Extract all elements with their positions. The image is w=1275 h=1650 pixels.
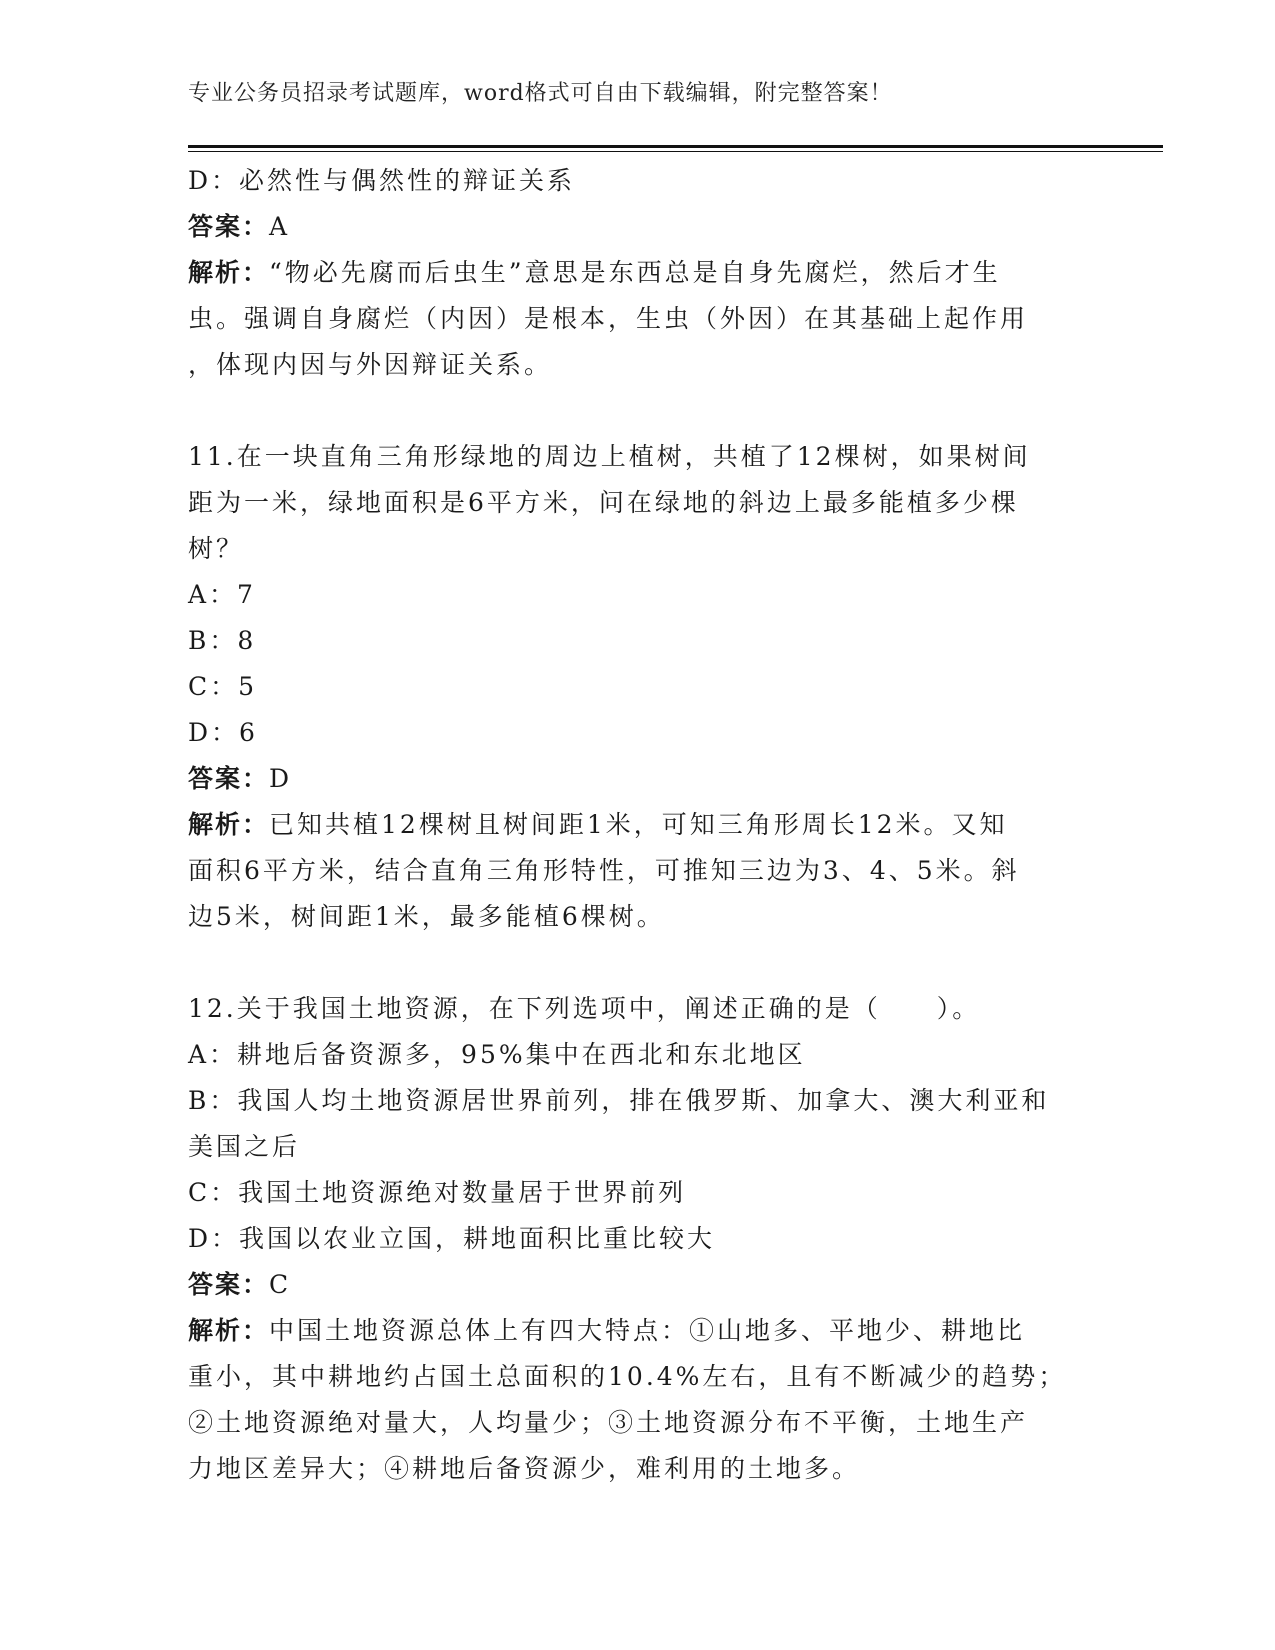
q12-analysis-line-2: 重小，其中耕地约占国土总面积的10.4%左右，且有不断减少的趋势； (188, 1362, 1067, 1391)
prev-analysis-line-3: ，体现内因与外因辩证关系。 (188, 350, 553, 379)
q11-analysis-line-3: 边5米，树间距1米，最多能植6棵树。 (188, 902, 665, 931)
q11-stem-line-2: 距为一米，绿地面积是6平方米，问在绿地的斜边上最多能植多少棵 (188, 488, 1019, 517)
q11-answer (188, 756, 1088, 802)
analysis-label: 解析： (188, 810, 270, 839)
prev-option-d: D：必然性与偶然性的辩证关系 (188, 166, 576, 195)
header-rule-thin (188, 151, 1163, 152)
q11-stem-line-1: 11.在一块直角三角形绿地的周边上植树，共植了12棵树，如果树间 (188, 442, 1031, 471)
q12-analysis-line-4: 力地区差异大；④耕地后备资源少，难利用的土地多。 (188, 1454, 861, 1483)
answer-label: 答案： (188, 212, 270, 241)
q12-analysis-line-3: ②土地资源绝对量大，人均量少；③土地资源分布不平衡，土地生产 (188, 1408, 1029, 1437)
q12-option-b-line-1: B：我国人均土地资源居世界前列，排在俄罗斯、加拿大、澳大利亚和 (188, 1086, 1050, 1115)
document-body (188, 158, 1088, 1492)
q11-option-b: B：8 (188, 626, 257, 655)
spacer (188, 940, 1088, 986)
answer-label: 答案： (188, 1270, 270, 1299)
header-rule-thick (188, 145, 1163, 148)
answer-value: C (269, 1270, 292, 1299)
q11-stem-line-3: 树？ (188, 534, 245, 563)
answer-label: 答案： (188, 764, 270, 793)
q11-option-c: C：5 (188, 672, 258, 701)
q12-option-d: D：我国以农业立国，耕地面积比重比较大 (188, 1224, 716, 1253)
q12-stem: 12.关于我国土地资源，在下列选项中，阐述正确的是（ ）。 (188, 994, 981, 1023)
q12-option-c: C：我国土地资源绝对数量居于世界前列 (188, 1178, 687, 1207)
q12-answer (188, 1262, 1088, 1308)
q11-analysis-line-1: 解析：已知共植12棵树且树间距1米，可知三角形周长12米。又知 (188, 810, 1008, 839)
answer-value: D (269, 764, 293, 793)
page-header: 专业公务员招录考试题库，word格式可自由下载编辑，附完整答案！ (188, 81, 893, 106)
prev-answer (188, 204, 1088, 250)
q12-option-b-line-2: 美国之后 (188, 1132, 301, 1161)
q11-option-a: A：7 (188, 580, 256, 609)
analysis-label: 解析： (188, 1316, 270, 1345)
answer-value: A (269, 212, 291, 241)
q11-analysis-line-2: 面积6平方米，结合直角三角形特性，可推知三边为3、4、5米。斜 (188, 856, 1020, 885)
spacer (188, 388, 1088, 434)
q12-option-a: A：耕地后备资源多，95%集中在西北和东北地区 (188, 1040, 806, 1069)
prev-analysis-line-2: 虫。强调自身腐烂（内因）是根本，生虫（外因）在其基础上起作用 (188, 304, 1029, 333)
q11-option-d: D：6 (188, 718, 258, 747)
q12-analysis-line-1: 解析：中国土地资源总体上有四大特点：①山地多、平地少、耕地比 (188, 1316, 1026, 1345)
analysis-label: 解析： (188, 258, 270, 287)
prev-analysis-line-1: 解析：“物必先腐而后虫生”意思是东西总是自身先腐烂，然后才生 (188, 258, 1001, 287)
